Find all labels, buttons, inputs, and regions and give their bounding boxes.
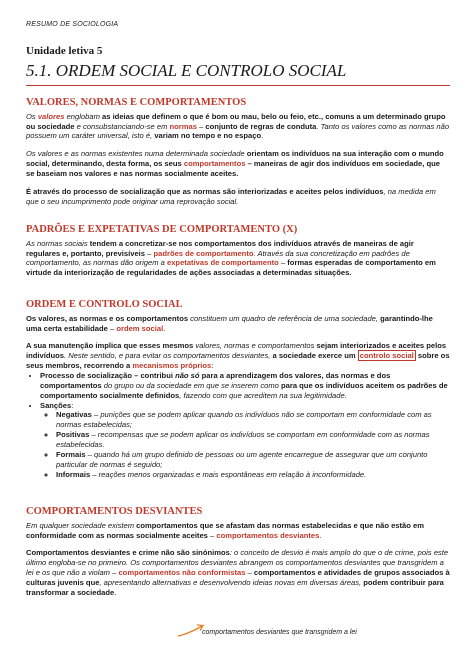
section-deviant <box>26 505 450 598</box>
paragraph: Os valores, as normas e os comportamentos constituem um quadro de referência de uma sociedade, garantindo-lhe uma certa estabilidade – ordem social. <box>26 313 433 333</box>
paragraph: Os valores e as normas existentes numa determinada sociedade orientam os indivíduos na sua interação com o mundo social, determinando, desta forma, os seus comportamentos – maneiras de agir dos indivíduos em sociedade, que se baseiam nos valores e nas normas socialmente aceites. <box>26 149 444 178</box>
list-item: ◦ Formais – quando há um grupo definido de pessoas ou um agente encarregue de assegurar que um conjunto particular de normas é seguido; <box>56 450 450 470</box>
section-heading: PADRÕES E EXPETATIVAS DE COMPORTAMENTO (X) <box>26 224 298 235</box>
paragraph: Os valores englobam as ideias que definem o que é bom ou mau, belo ou feio, etc., comuns a um determinado grupo ou sociedade e consubstanciando-se em normas – conjunto de regras de conduta. Tanto os valores como as normas não possuem um caráter universal, isto é, variam no tempo e no espaço. <box>26 111 450 141</box>
page-title: 5.1. ORDEM SOCIAL E CONTROLO SOCIAL <box>26 60 450 86</box>
sanctions-list <box>40 410 450 479</box>
mechanisms-list <box>26 371 450 479</box>
running-header: RESUMO DE SOCIOLOGIA <box>26 21 119 28</box>
unit-label: Unidade letiva 5 <box>26 45 103 57</box>
list-item: ◦ Negativas – punições que se podem aplicar quando os indivíduos não se comportam em conformidade com as normas estabelecidas; <box>56 410 450 430</box>
section-patterns <box>26 223 450 278</box>
list-item: ◦ Positivas – recompensas que se podem aplicar os indivíduos se comportam em conformidade com as normas estabelecidas. <box>56 430 450 450</box>
paragraph: A sua manutenção implica que esses mesmos valores, normas e comportamentos sejam interiorizados e aceites pelos indivíduos. Neste sentido, e para evitar os comportamentos desviantes, a sociedade exerce um controlo social sobre os seus membros, recorrendo a mecanismos próprios: <box>26 341 450 371</box>
section-values <box>26 96 450 207</box>
section-order <box>26 298 450 479</box>
paragraph: As normas sociais tendem a concretizar-se nos comportamentos dos indivíduos através de maneiras de agir regulares e, portanto, previsíveis – padrões de comportamento. Através da sua concretização em padrões de comportamento, as normas dão origem a expetativas de comportamento – formas esperadas de comportamento em virtude da interiorização de regularidades de ações associadas a determinadas situações. <box>26 238 436 278</box>
paragraph: Comportamentos desviantes e crime não são sinónimos: o conceito de desvio é mais amplo do que o de crime, pois este último engloba-se no primeiro. Os comportamentos desviantes abrangem os comportamentos desviantes que transgridem a lei e os que não a violam – comportamentos não conformistas – comportamentos e atividades de grupos associados à culturas juvenis que, apresentando alternativas e desenvolvendo ideias novas em diversas áreas, podem contribuir para transformar a sociedade. <box>26 548 450 597</box>
paragraph: É através do processo de socialização que as normas são interiorizadas e aceites pelos indivíduos, na medida em que o seu incumprimento pode originar uma reprovação social. <box>26 186 436 206</box>
handwritten-note: comportamentos desviantes que transgridem a lei <box>202 629 357 636</box>
section-heading: COMPORTAMENTOS DESVIANTES <box>26 506 203 517</box>
list-item: • Sanções: ◦ Negativas – punições que se podem aplicar quando os indivíduos não se comportam em conformidade com as normas estabelecidas; ◦ Positivas – recompensas que se podem aplicar os indivíduos se comportam em conformidade com as normas estabelecidas. ◦ Formais – quando há um grupo definido de pessoas ou um agente encarregue de assegurar que um conjunto particular de normas é seguido; ◦ Informais – reações menos organizadas e mais espontâneas em relação à inconformidade. <box>40 401 450 480</box>
section-heading: ORDEM E CONTROLO SOCIAL <box>26 299 183 310</box>
paragraph: Em qualquer sociedade existem comportamentos que se afastam das normas estabelecidas e que não estão em conformidade com as normas socialmente aceites – comportamentos desviantes. <box>26 520 424 540</box>
list-item: ◦ Informais – reações menos organizadas e mais espontâneas em relação à inconformidade. <box>56 470 450 480</box>
list-item: • Processo de socialização – contribui não só para a aprendizagem dos valores, das normas e dos comportamentos do grupo ou da sociedade em que se inserem como para que os indivíduos aceitem os padrões de comportamento socialmente definidos, fazendo com que acreditem na sua legitimidade. <box>40 371 450 401</box>
section-heading: VALORES, NORMAS E COMPORTAMENTOS <box>26 97 247 108</box>
